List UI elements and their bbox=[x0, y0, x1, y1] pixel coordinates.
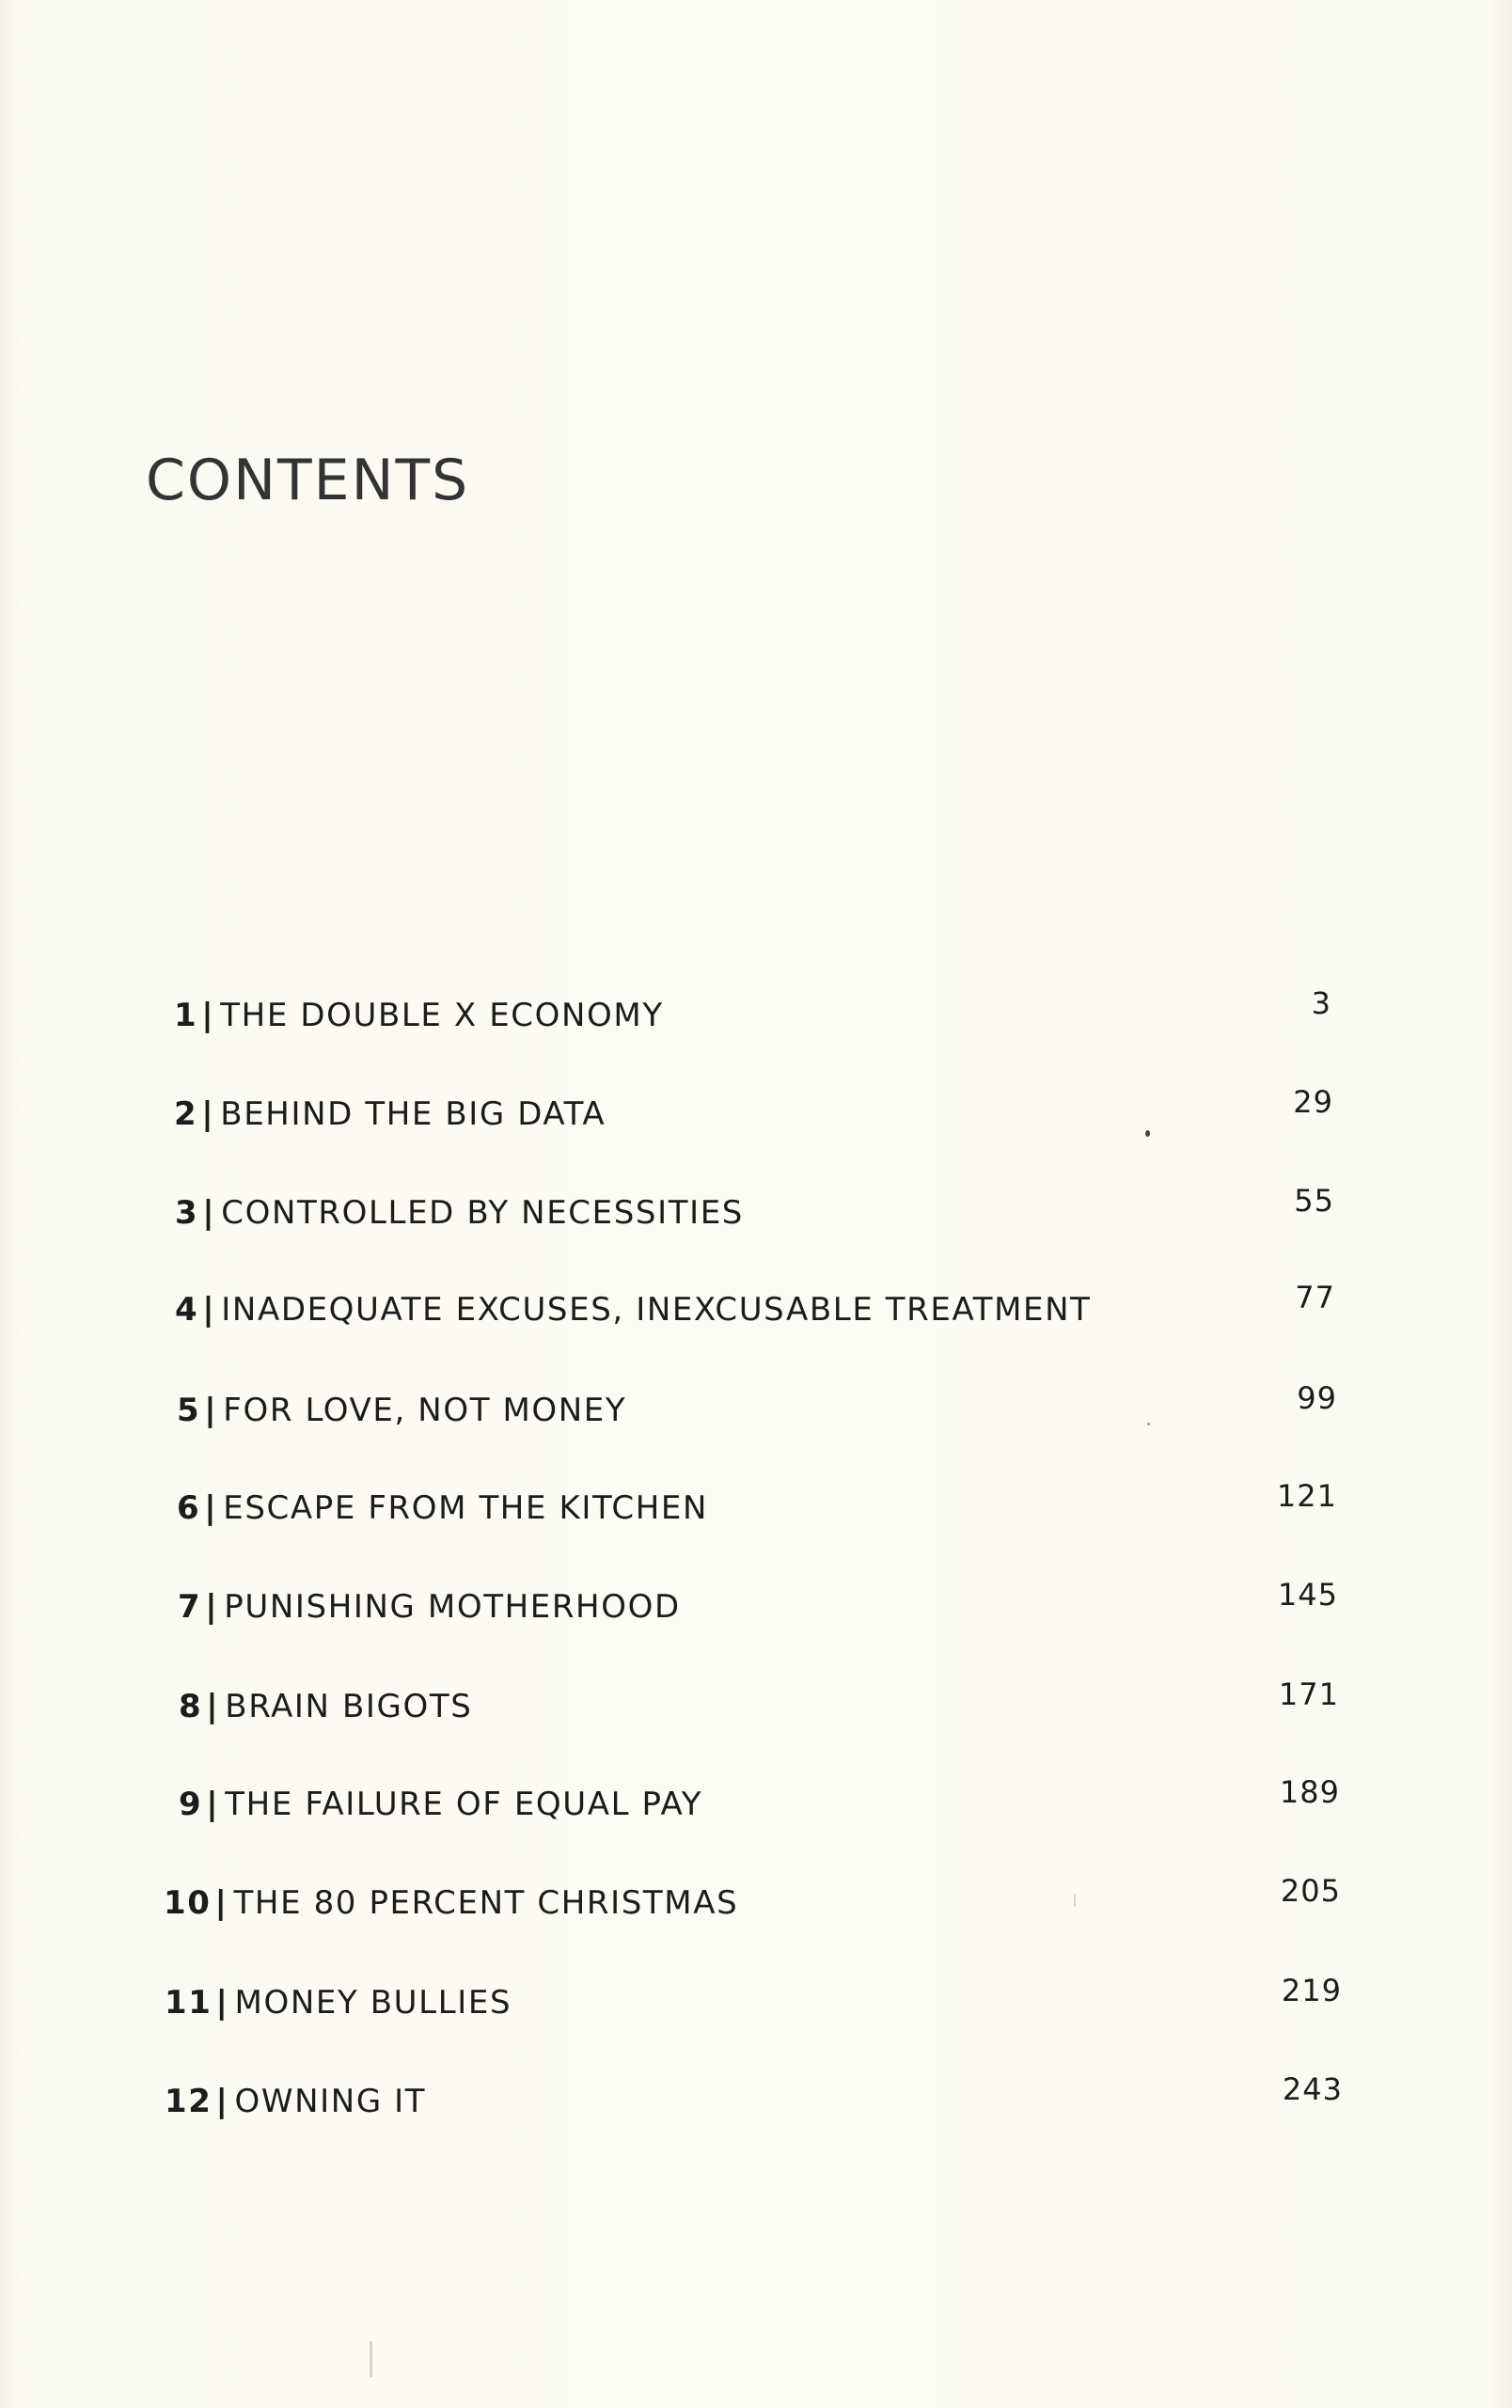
page-number: 3 bbox=[1311, 985, 1331, 1021]
chapter-number: 4 bbox=[175, 1291, 199, 1329]
chapter-separator: | bbox=[205, 1588, 219, 1626]
chapter-number: 9 bbox=[179, 1786, 203, 1823]
chapter-number: 12 bbox=[165, 2083, 213, 2120]
page-number: 55 bbox=[1294, 1183, 1334, 1219]
page-number: 171 bbox=[1278, 1676, 1339, 1712]
chapter-title: CONTROLLED BY NECESSITIES bbox=[221, 1194, 744, 1232]
toc-entry-heading bbox=[177, 1489, 708, 1527]
toc-entry-heading bbox=[178, 1588, 681, 1626]
chapter-title: FOR LOVE, NOT MONEY bbox=[223, 1392, 627, 1429]
chapter-separator: | bbox=[204, 1392, 218, 1429]
page-number: 99 bbox=[1297, 1380, 1337, 1416]
toc-entry-heading bbox=[179, 1786, 702, 1823]
page-number: 243 bbox=[1282, 2071, 1343, 2107]
chapter-number: 7 bbox=[178, 1588, 202, 1626]
page-number: 77 bbox=[1295, 1280, 1335, 1315]
print-speck bbox=[1147, 1423, 1150, 1425]
toc-entry bbox=[0, 1676, 1512, 1744]
toc-entry-heading bbox=[174, 997, 664, 1034]
page-number: 145 bbox=[1277, 1577, 1338, 1613]
page-number: 189 bbox=[1279, 1774, 1340, 1810]
chapter-separator: | bbox=[206, 1688, 220, 1725]
chapter-number: 3 bbox=[175, 1194, 199, 1232]
toc-entry-heading bbox=[164, 1884, 738, 1922]
toc-entry bbox=[0, 1380, 1512, 1448]
chapter-number: 10 bbox=[164, 1884, 212, 1922]
chapter-number: 2 bbox=[174, 1095, 198, 1133]
chapter-separator: | bbox=[214, 1884, 228, 1922]
toc-entry-heading bbox=[175, 1291, 1092, 1329]
toc-entry bbox=[0, 1873, 1512, 1941]
print-speck bbox=[1145, 1130, 1150, 1137]
chapter-separator: | bbox=[206, 1786, 220, 1823]
chapter-title: PUNISHING MOTHERHOOD bbox=[224, 1588, 681, 1626]
chapter-title: THE 80 PERCENT CHRISTMAS bbox=[233, 1884, 739, 1922]
chapter-number: 1 bbox=[174, 997, 198, 1034]
toc-entry-heading bbox=[165, 2083, 426, 2120]
toc-entry bbox=[0, 1478, 1512, 1546]
toc-entry bbox=[0, 1280, 1512, 1347]
toc-entry bbox=[0, 1183, 1512, 1251]
toc-entry bbox=[0, 1084, 1512, 1152]
chapter-title: THE DOUBLE X ECONOMY bbox=[220, 997, 664, 1034]
toc-entry bbox=[0, 2071, 1512, 2139]
toc-entry-heading bbox=[175, 1194, 744, 1232]
page-number: 219 bbox=[1281, 1973, 1342, 2008]
toc-entry-heading bbox=[174, 1095, 606, 1133]
chapter-separator: | bbox=[215, 2083, 229, 2120]
chapter-title: THE FAILURE OF EQUAL PAY bbox=[225, 1786, 703, 1823]
page-number: 29 bbox=[1293, 1084, 1333, 1120]
chapter-separator: | bbox=[202, 1194, 216, 1232]
page-number: 205 bbox=[1280, 1873, 1341, 1909]
toc-entry-heading bbox=[179, 1688, 472, 1725]
toc-entry bbox=[0, 1577, 1512, 1645]
chapter-title: MONEY BULLIES bbox=[234, 1984, 512, 2022]
chapter-number: 5 bbox=[177, 1392, 201, 1429]
paper-mark bbox=[1074, 1894, 1076, 1907]
page-number: 121 bbox=[1276, 1478, 1337, 1514]
chapter-separator: | bbox=[201, 1095, 215, 1133]
chapter-separator: | bbox=[202, 1291, 216, 1329]
chapter-separator: | bbox=[215, 1984, 229, 2022]
chapter-separator: | bbox=[204, 1489, 218, 1527]
chapter-title: INADEQUATE EXCUSES, INEXCUSABLE TREATMENT bbox=[221, 1291, 1092, 1329]
toc-entry bbox=[0, 1973, 1512, 2040]
chapter-number: 6 bbox=[177, 1489, 201, 1527]
toc-entry-heading bbox=[165, 1984, 512, 2022]
chapter-title: ESCAPE FROM THE KITCHEN bbox=[223, 1489, 708, 1527]
chapter-number: 8 bbox=[179, 1688, 203, 1725]
toc-entry bbox=[0, 1774, 1512, 1842]
toc-entry bbox=[0, 985, 1512, 1053]
page-title: CONTENTS bbox=[146, 448, 470, 513]
chapter-separator: | bbox=[201, 997, 215, 1034]
toc-entry-heading bbox=[177, 1392, 626, 1429]
chapter-title: BEHIND THE BIG DATA bbox=[220, 1095, 606, 1133]
paper-mark bbox=[370, 2341, 372, 2377]
chapter-title: OWNING IT bbox=[234, 2083, 427, 2120]
chapter-number: 11 bbox=[165, 1984, 213, 2022]
chapter-title: BRAIN BIGOTS bbox=[225, 1688, 473, 1725]
